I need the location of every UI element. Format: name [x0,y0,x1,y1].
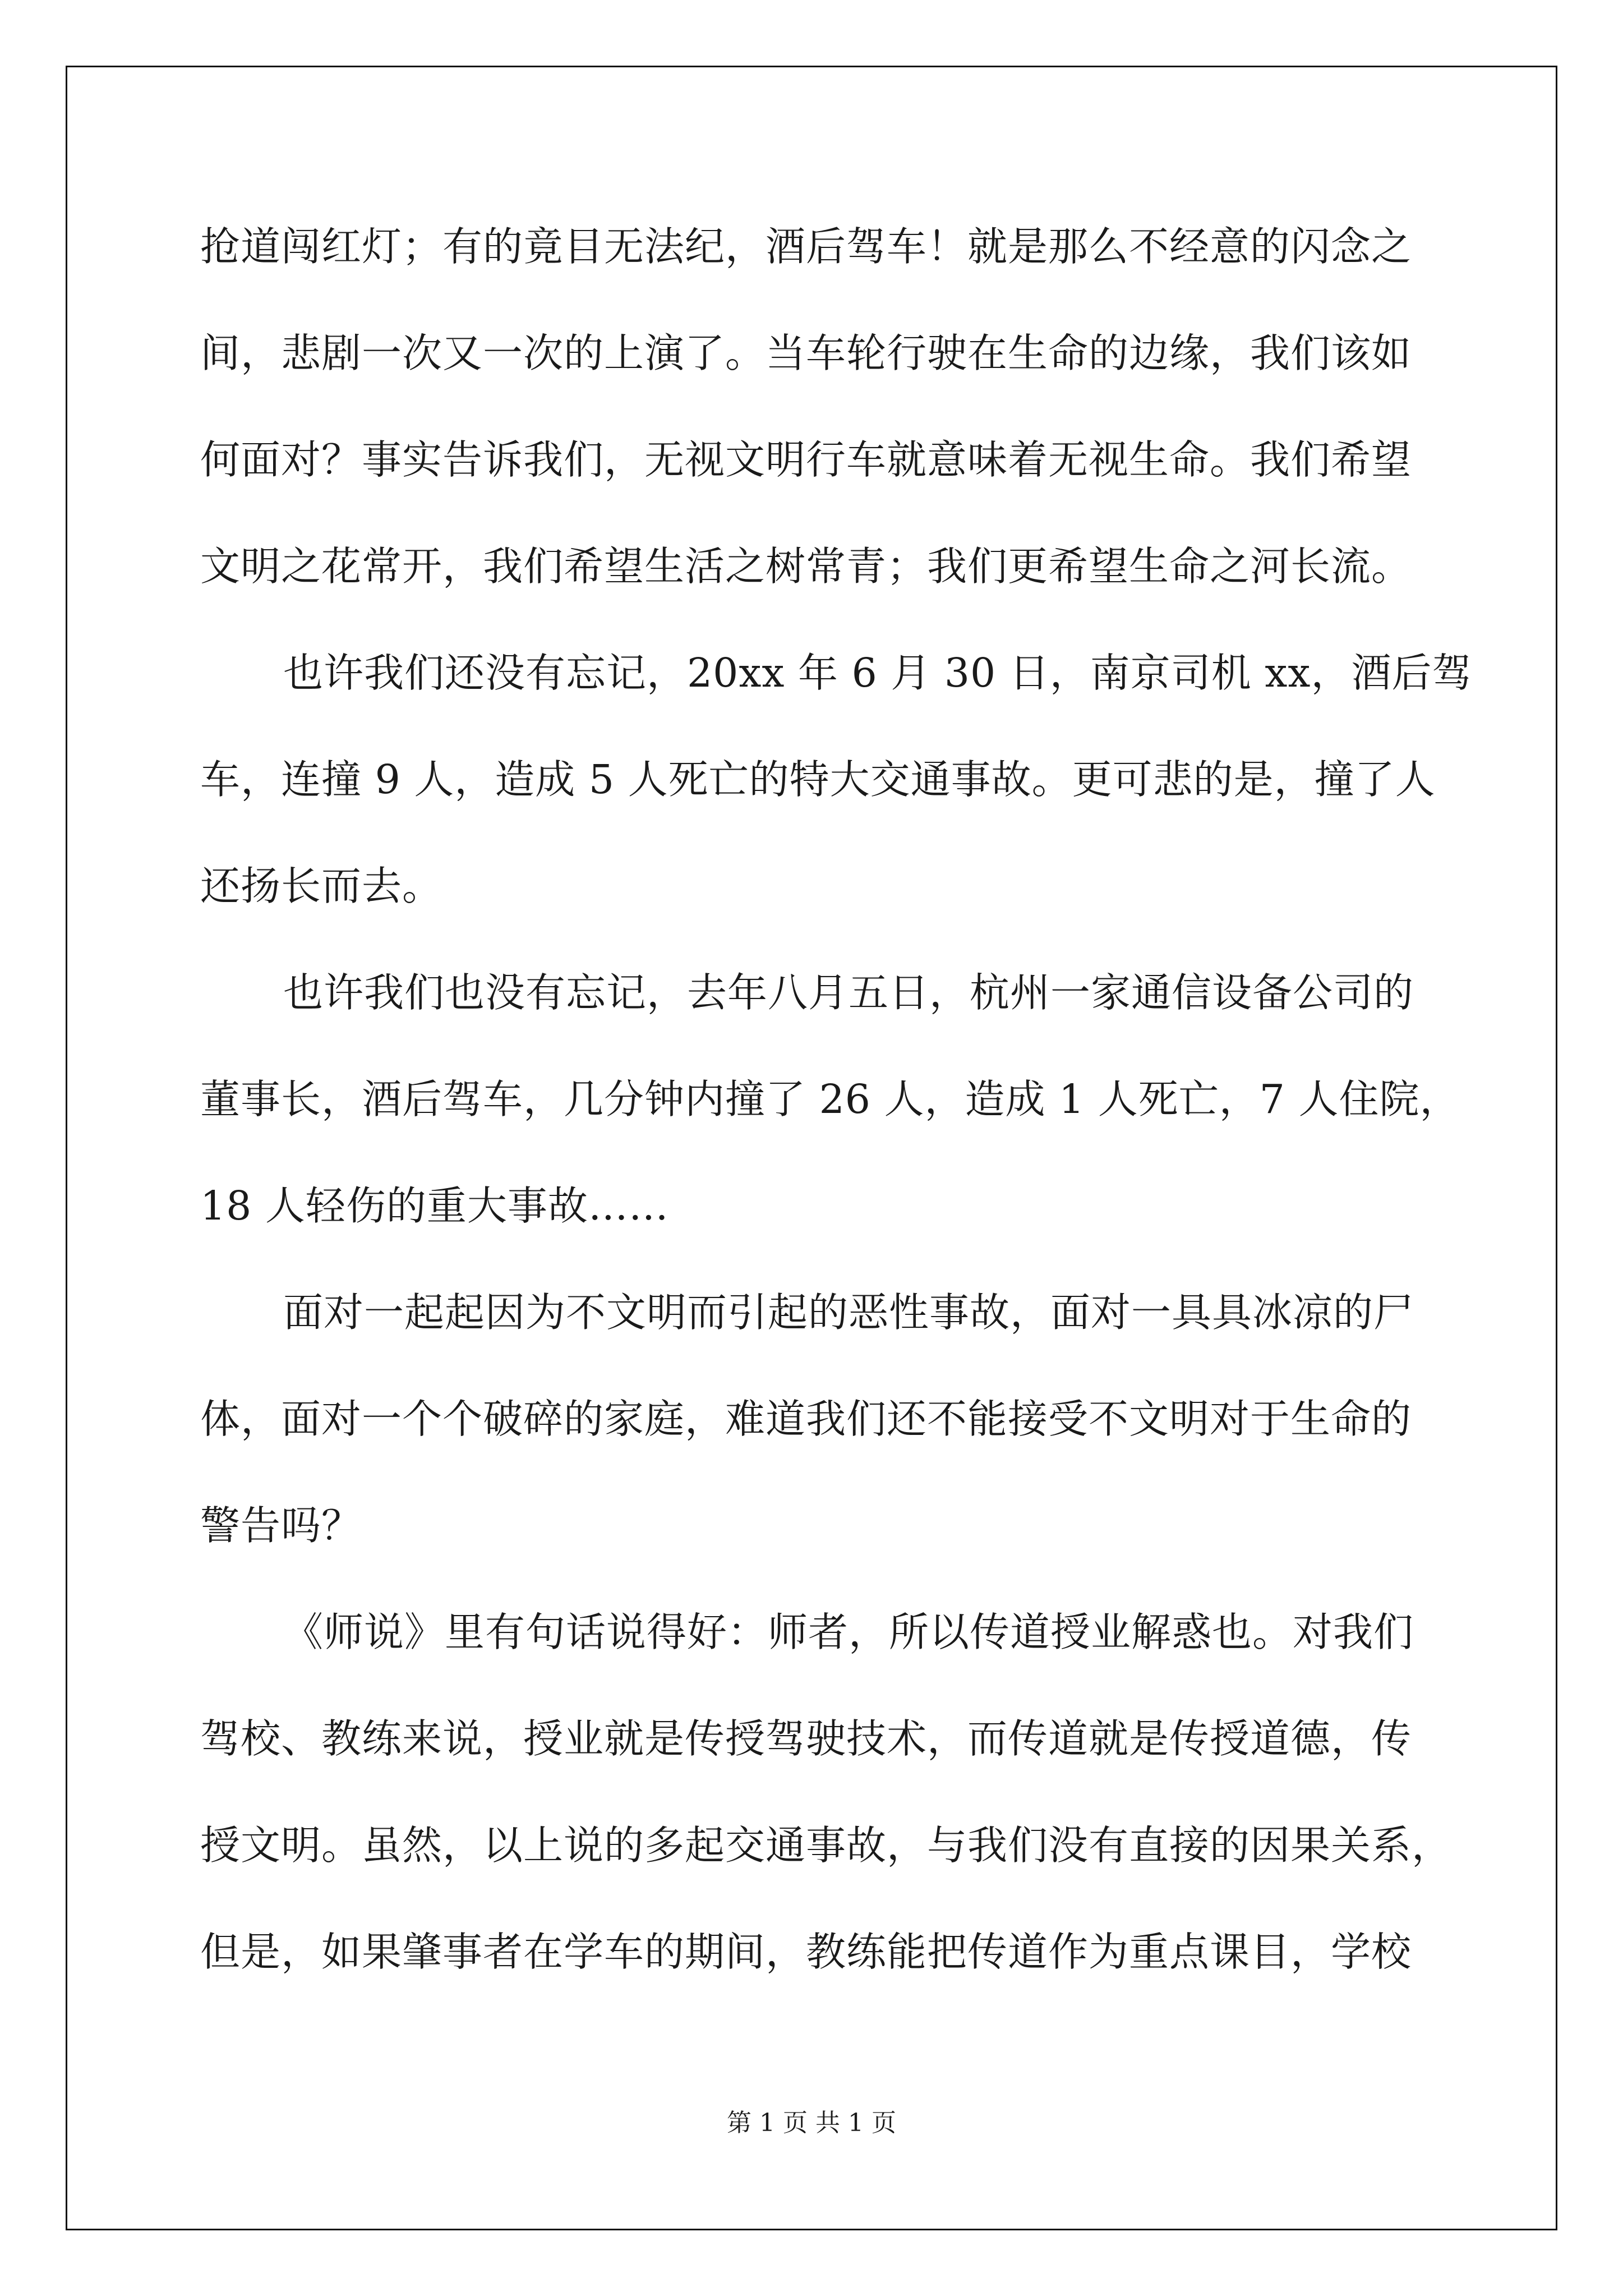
page-number: 第 1 页 共 1 页 [727,2109,896,2137]
text-line: 何面对？事实告诉我们，无视文明行车就意味着无视生命。我们希望 [200,436,1412,483]
document-body [200,220,1473,1979]
text-line: 还扬长而去。 [200,863,443,909]
text-line: 警告吗？ [200,1502,362,1549]
text-line: 授文明。虽然，以上说的多起交通事故，与我们没有直接的因果关系， [200,1822,1453,1869]
text-line: 《师说》里有句话说得好：师者，所以传道授业解惑也。对我们 [283,1609,1414,1655]
text-line: 间，悲剧一次又一次的上演了。当车轮行驶在生命的边缘，我们该如 [200,330,1412,376]
text-line: 18 人轻伤的重大事故…… [200,1182,669,1229]
text-line: 文明之花常开，我们希望生活之树常青；我们更希望生命之河长流。 [200,543,1412,590]
text-line: 面对一起起因为不文明而引起的恶性事故，面对一具具冰凉的尸 [283,1289,1414,1336]
text-line: 体，面对一个个破碎的家庭，难道我们还不能接受不文明对于生命的 [200,1396,1412,1442]
text-line: 车，连撞 9 人，造成 5 人死亡的特大交通事故。更可悲的是，撞了人 [200,756,1436,803]
text-line: 但是，如果肇事者在学车的期间，教练能把传道作为重点课目，学校 [200,1929,1412,1975]
text-line: 董事长，酒后驾车，几分钟内撞了 26 人，造成 1 人死亡，7 人住院， [200,1076,1460,1122]
text-line: 抢道闯红灯；有的竟目无法纪，酒后驾车！就是那么不经意的闪念之 [200,223,1412,270]
text-line: 也许我们也没有忘记，去年八月五日，杭州一家通信设备公司的 [283,969,1414,1016]
text-line: 也许我们还没有忘记，20xx 年 6 月 30 日，南京司机 xx，酒后驾 [283,650,1473,696]
text-line: 驾校、教练来说，授业就是传授驾驶技术，而传道就是传授道德，传 [200,1715,1412,1762]
